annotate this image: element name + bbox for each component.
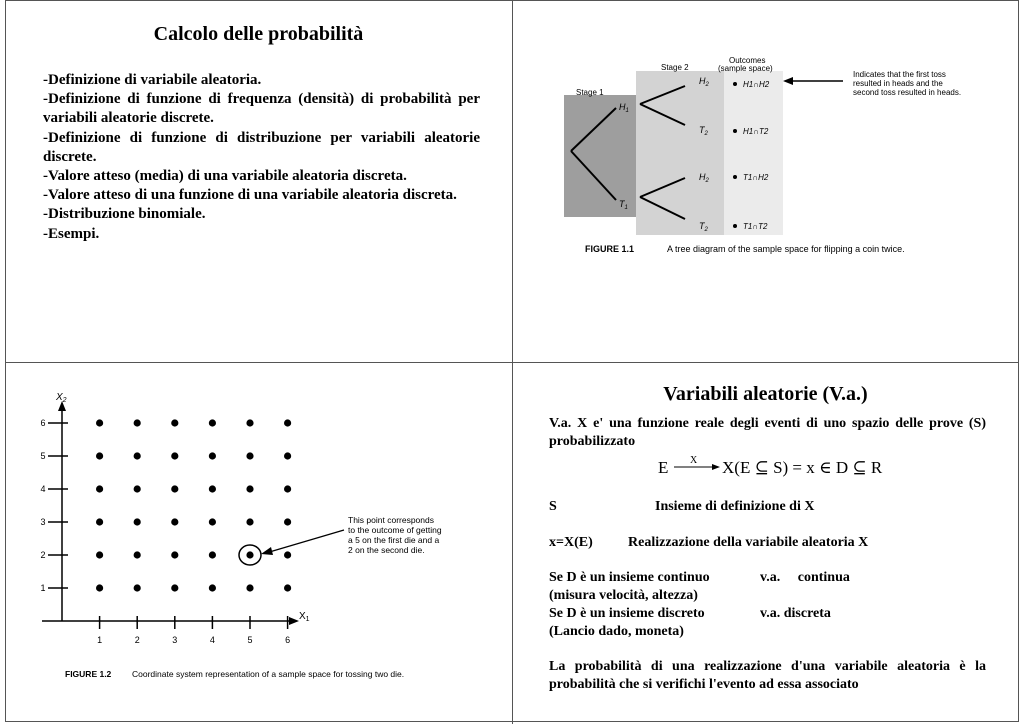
slide-coordinate-plot <box>6 363 511 722</box>
x-axis-arrow-icon <box>289 617 299 625</box>
x-tick-label: 2 <box>134 635 140 645</box>
sample-point <box>209 452 216 459</box>
figure-caption: A tree diagram of the sample space for flipping a coin twice. <box>667 244 905 254</box>
s-symbol: S <box>549 499 557 514</box>
annotation-arrow-head-icon <box>261 547 273 555</box>
y-tick-label: 4 <box>40 484 46 494</box>
formula-domain: E <box>658 458 669 477</box>
topic-item: -Distribuzione binomiale. <box>43 206 206 223</box>
definition-text: V.a. X e' una funzione reale degli eventi di uno spazio delle prove (S) probabilizzato <box>549 416 986 449</box>
y-axis-label: $X_2$ <box>56 392 67 404</box>
annotation-arrow-line <box>266 530 344 553</box>
sample-points <box>96 419 291 591</box>
annotation-line: a 5 on the first die and a <box>348 535 440 545</box>
closing-statement: La probabilità di una realizzazione d'una variabile aleatoria è la probabilità che si verifichi l'evento ad essa associato <box>549 659 986 692</box>
y-tick-label: 6 <box>40 418 46 428</box>
formula-arrow-label: X <box>690 455 698 466</box>
stage2-label: Stage 2 <box>661 63 689 72</box>
annotation-line: resulted in heads and the <box>853 79 943 88</box>
sample-point <box>171 518 178 525</box>
sample-point <box>284 551 291 558</box>
tree-diagram <box>513 1 1018 361</box>
x-tick-label: 6 <box>285 635 291 645</box>
continuous-condition: Se D è un insieme continuo <box>549 570 710 585</box>
sample-point <box>96 551 103 558</box>
h1-label: $H_1$ <box>619 102 629 114</box>
t2-label: $T_2$ <box>699 221 708 233</box>
annotation-line: 2 on the second die. <box>348 545 425 555</box>
annotation-line: Indicates that the first toss <box>853 70 946 79</box>
sample-point <box>171 452 178 459</box>
x-symbol: x=X(E) <box>549 535 593 550</box>
y-tick-label: 1 <box>40 583 46 593</box>
discrete-examples: (Lancio dado, moneta) <box>549 624 684 639</box>
figure-caption: Coordinate system representation of a sample space for tossing two die. <box>132 669 405 679</box>
outcomes-label: Outcomes <box>729 56 766 65</box>
figure-label: FIGURE 1.1 <box>585 244 635 254</box>
sample-point <box>134 584 141 591</box>
formula-arrow-icon <box>712 464 720 470</box>
topic-item: -Valore atteso (media) di una variabile aleatoria discreta. <box>43 168 407 185</box>
sample-point <box>209 518 216 525</box>
sample-point <box>209 485 216 492</box>
sample-point <box>284 485 291 492</box>
sample-point <box>134 485 141 492</box>
x-tick-label: 4 <box>209 635 215 645</box>
h2-label: $H_2$ <box>699 76 709 88</box>
topic-item: -Esempi. <box>43 225 100 242</box>
outcome-hh: H1∩H2 <box>743 80 770 89</box>
definition-formula <box>658 454 898 480</box>
dice-scatter-chart <box>6 363 511 722</box>
outcome-th: T1∩H2 <box>743 173 769 182</box>
sample-point <box>134 452 141 459</box>
sample-point <box>284 452 291 459</box>
arrow-head-icon <box>783 77 793 85</box>
sample-point <box>134 551 141 558</box>
h2-label: $H_2$ <box>699 172 709 184</box>
sample-point <box>171 551 178 558</box>
x-tick-label: 5 <box>247 635 253 645</box>
figure-label: FIGURE 1.2 <box>65 669 112 679</box>
sample-point <box>209 584 216 591</box>
sample-space-label: (sample space) <box>718 64 773 73</box>
continuous-type: v.a. continua <box>760 570 850 585</box>
sample-point <box>246 419 253 426</box>
sample-point <box>134 419 141 426</box>
sample-point <box>96 584 103 591</box>
slide-overview <box>6 1 511 361</box>
sample-point <box>246 551 253 558</box>
annotation-line: second toss resulted in heads. <box>853 88 962 97</box>
sample-point <box>171 419 178 426</box>
x-tick-label: 1 <box>97 635 103 645</box>
slide-tree-diagram <box>513 1 1018 361</box>
continuous-examples: (misura velocità, altezza) <box>549 588 698 603</box>
y-tick-label: 3 <box>40 517 46 527</box>
topic-item: -Definizione di funzione di frequenza (densità) di probabilità per variabili aleatorie discrete. <box>43 91 480 127</box>
topic-item: -Valore atteso di una funzione di una variabile aleatoria discreta. <box>43 187 457 204</box>
outcome-tt: T1∩T2 <box>743 222 768 231</box>
topic-item: -Definizione di funzione di distribuzione per variabili aleatorie discrete. <box>43 129 480 165</box>
x-description: Realizzazione della variabile aleatoria X <box>628 535 869 550</box>
sample-point <box>134 518 141 525</box>
annotation-line: to the outcome of getting <box>348 525 442 535</box>
y-tick-label: 5 <box>40 451 46 461</box>
formula-mapping: X(E ⊆ S) = x ∈ D ⊆ R <box>722 458 883 477</box>
sample-point <box>246 518 253 525</box>
sample-point <box>171 584 178 591</box>
discrete-condition: Se D è un insieme discreto <box>549 606 705 621</box>
topic-list <box>43 71 480 244</box>
discrete-type: v.a. discreta <box>760 606 831 621</box>
outcomes-region <box>724 71 783 235</box>
sample-point <box>171 485 178 492</box>
stage2-region <box>636 71 724 235</box>
sample-point <box>284 518 291 525</box>
slide-random-variables <box>513 363 1018 722</box>
overview-title: Calcolo delle probabilità <box>153 23 364 45</box>
t2-label: $T_2$ <box>699 125 708 137</box>
sample-point <box>246 485 253 492</box>
x-tick-label: 3 <box>172 635 178 645</box>
sample-point <box>96 518 103 525</box>
variables-title: Variabili aleatorie (V.a.) <box>663 383 868 405</box>
sample-point <box>246 452 253 459</box>
outcome-ht: H1∩T2 <box>743 127 769 136</box>
s-description: Insieme di definizione di X <box>655 499 815 514</box>
sample-point <box>96 485 103 492</box>
y-tick-label: 2 <box>40 550 46 560</box>
axis-ticks <box>40 418 290 645</box>
t1-label: $T_1$ <box>619 199 628 211</box>
sample-point <box>246 584 253 591</box>
sample-point <box>284 584 291 591</box>
sample-point <box>284 419 291 426</box>
sample-point <box>209 419 216 426</box>
annotation-line: This point corresponds <box>348 515 434 525</box>
sample-point <box>209 551 216 558</box>
stage1-label: Stage 1 <box>576 88 604 97</box>
sample-point <box>96 452 103 459</box>
topic-item: -Definizione di variabile aleatoria. <box>43 72 262 88</box>
sample-point <box>96 419 103 426</box>
x-axis-label: $X_1$ <box>299 611 310 623</box>
